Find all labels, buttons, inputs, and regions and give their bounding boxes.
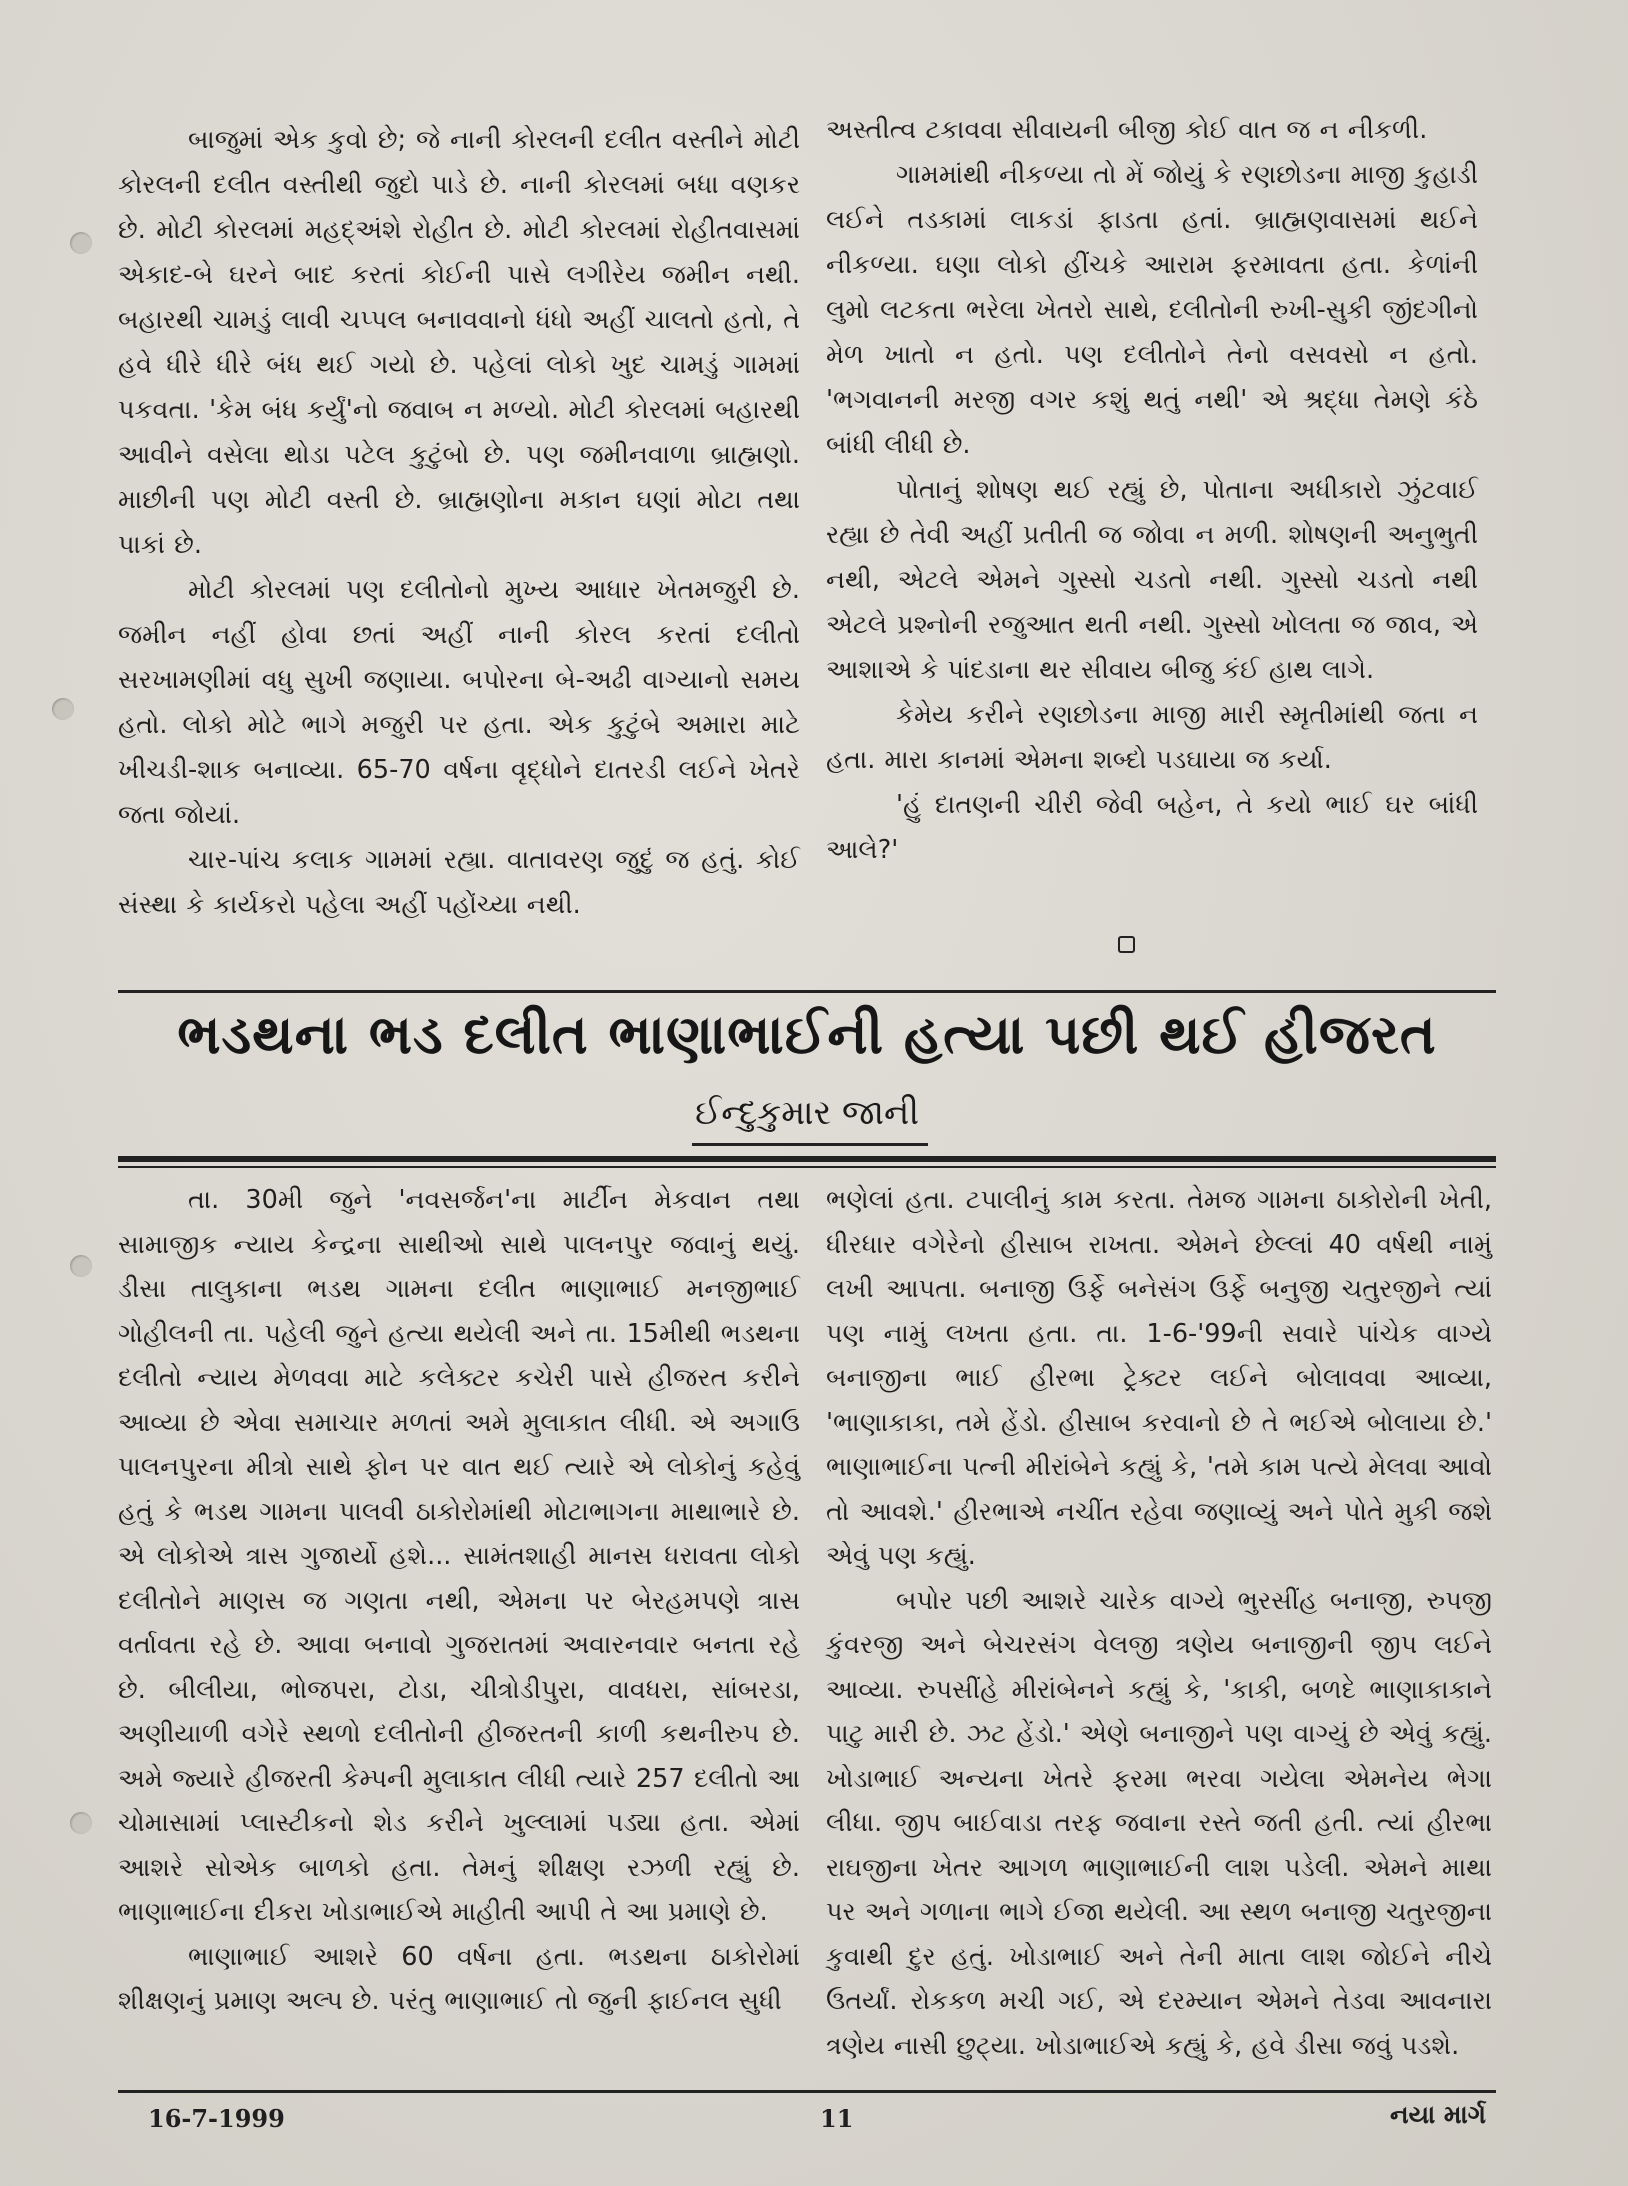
paragraph: બપોર પછી આશરે ચારેક વાગ્યે ભુરસીંહ બનાજી, રુપજી કુંવરજી અને બેચરસંગ વેલજી ત્રણેય બનાજીની જીપ લઈને આવ્યા. રુપસીંહે મીરાંબેનને કહ્યું કે, 'કાકી, બળદે ભાણાકાકાને પાટુ મારી છે. ઝટ હેંડો.' એણે બનાજીને પણ વાગ્યું છે એવું કહ્યું. ખોડાભાઈ અન્યના ખેતરે ફરમા ભરવા ગયેલા એમનેય ભેગા લીધા. જીપ બાઈવાડા તરફ જવાના રસ્તે જતી હતી. ત્યાં હીરભા રાઘજીના ખેતર આગળ ભાણાભાઈની લાશ પડેલી. એમને માથા પર અને ગળાના ભાગે ઈજા થયેલી. આ સ્થળ બનાજી ચતુરજીના કુવાથી દુર હતું. ખોડાભાઈ અને તેની માતા લાશ જોઈને નીચે ઉતર્યાં. રોકકળ મચી ગઈ, એ દરમ્યાન એમને તેડવા આવનારા ત્રણેય નાસી છુટ્યા. ખોડાભાઈએ કહ્યું કે, હવે ડીસા જવું પડશે. — [826, 1585, 1492, 2061]
page-number: 11 — [820, 2104, 854, 2133]
byline-underline — [692, 1143, 928, 1146]
article1-right-column — [826, 108, 1478, 873]
article2-byline: ઈન્દુકુમાર જાની — [694, 1093, 920, 1133]
paragraph: કેમેય કરીને રણછોડના માજી મારી સ્મૃતીમાંથી જતા ન હતા. મારા કાનમાં એમના શબ્દો પડઘાયા જ કર્યા. — [826, 700, 1478, 775]
magazine-name: નયા માર્ગ — [1390, 2100, 1486, 2129]
paragraph: ભણેલાં હતા. ટપાલીનું કામ કરતા. તેમજ ગામના ઠાકોરોની ખેતી, ધીરધાર વગેરેનો હીસાબ રાખતા. એમને છેલ્લાં 40 વર્ષથી નામું લખી આપતા. બનાજી ઉર્ફે બનેસંગ ઉર્ફે બનુજી ચતુરજીને ત્યાં પણ નામું લખતા હતા. તા. 1-6-'99ની સવારે પાંચેક વાગ્યે બનાજીના ભાઈ હીરભા ટ્રેક્ટર લઈને બોલાવવા આવ્યા, 'ભાણાકાકા, તમે હેંડો. હીસાબ કરવાનો છે તે ભઈએ બોલાયા છે.' ભાણાભાઈના પત્ની મીરાંબેને કહ્યું કે, 'તમે કામ પત્યે મેલવા આવો તો આવશે.' હીરભાએ નચીંત રહેવા જણાવ્યું અને પોતે મુકી જશે એવું પણ કહ્યું. — [826, 1185, 1492, 1571]
divider — [118, 1156, 1496, 1162]
punch-hole — [52, 698, 74, 720]
paragraph: અસ્તીત્વ ટકાવવા સીવાયની બીજી કોઈ વાત જ ન નીકળી. — [826, 115, 1428, 145]
divider — [118, 990, 1496, 993]
paragraph: પોતાનું શોષણ થઈ રહ્યું છે, પોતાના અધીકારો ઝુંટવાઈ રહ્યા છે તેવી અહીં પ્રતીતી જ જોવા ન મળી. શોષણની અનુભુતી નથી, એટલે એમને ગુસ્સો ચડતો નથી. ગુસ્સો ચડતો નથી એટલે પ્રશ્નોની રજુઆત થતી નથી. ગુસ્સો ખોલતા જ જાવ, એ આશાએ કે પાંદડાના થર સીવાય બીજુ કંઈ હાથ લાગે. — [826, 475, 1478, 685]
end-of-article-mark — [1118, 936, 1135, 953]
footer-divider — [118, 2090, 1496, 2093]
punch-hole — [70, 232, 92, 254]
punch-hole — [70, 1255, 92, 1277]
paragraph: ચાર-પાંચ કલાક ગામમાં રહ્યા. વાતાવરણ જુદું જ હતું. કોઈ સંસ્થા કે કાર્યકરો પહેલા અહીં પહોંચ્યા નથી. — [118, 845, 800, 920]
article2-right-column — [826, 1178, 1492, 2068]
article1-left-column — [118, 118, 800, 928]
paragraph: 'હું દાતણની ચીરી જેવી બહેન, તે કયો ભાઈ ઘર બાંધી આલે?' — [826, 790, 1478, 865]
paragraph: ગામમાંથી નીકળ્યા તો મેં જોયું કે રણછોડના માજી કુહાડી લઈને તડકામાં લાકડાં ફાડતા હતાં. બ્રાહ્મણવાસમાં થઈને નીકળ્યા. ઘણા લોકો હીંચકે આરામ ફરમાવતા હતા. કેળાંની લુમો લટકતા ભરેલા ખેતરો સાથે, દલીતોની રુખી-સુકી જીંદગીનો મેળ ખાતો ન હતો. પણ દલીતોને તેનો વસવસો ન હતો. 'ભગવાનની મરજી વગર કશું થતું નથી' એ શ્રદ્ધા તેમણે કંઠે બાંધી લીધી છે. — [826, 160, 1478, 460]
article2-left-column — [118, 1178, 800, 2024]
paragraph: તા. 30મી જુને 'નવસર્જન'ના માર્ટીન મેકવાન તથા સામાજીક ન્યાય કેન્દ્રના સાથીઓ સાથે પાલનપુર જવાનું થયું. ડીસા તાલુકાના ભડથ ગામના દલીત ભાણાભાઈ મનજીભાઈ ગોહીલની તા. પહેલી જુને હત્યા થયેલી અને તા. 15મીથી ભડથના દલીતો ન્યાય મેળવવા માટે કલેક્ટર કચેરી પાસે હીજરત કરીને આવ્યા છે એવા સમાચાર મળતાં અમે મુલાકાત લીધી. એ અગાઉ પાલનપુરના મીત્રો સાથે ફોન પર વાત થઈ ત્યારે એ લોકોનું કહેવું હતું કે ભડથ ગામના પાલવી ઠાકોરોમાંથી મોટાભાગના માથાભારે છે. એ લોકોએ ત્રાસ ગુજાર્યો હશે... સામંતશાહી માનસ ધરાવતા લોકો દલીતોને માણસ જ ગણતા નથી, એમના પર બેરહમપણે ત્રાસ વર્તાવતા રહે છે. આવા બનાવો ગુજરાતમાં અવારનવાર બનતા રહે છે. બીલીયા, ભોજપરા, ટોડા, ચીત્રોડીપુરા, વાવધરા, સાંબરડા, અણીયાળી વગેરે સ્થળો દલીતોની હીજરતની કાળી કથનીરુપ છે. અમે જ્યારે હીજરતી કેમ્પની મુલાકાત લીધી ત્યારે 257 દલીતો આ ચોમાસામાં પ્લાસ્ટીકનો શેડ કરીને ખુલ્લામાં પડ્યા હતા. એમાં આશરે સોએક બાળકો હતા. તેમનું શીક્ષણ રઝળી રહ્યું છે. ભાણાભાઈના દીકરા ખોડાભાઈએ માહીતી આપી તે આ પ્રમાણે છે. — [118, 1185, 800, 1927]
article2-headline: ભડથના ભડ દલીત ભાણાભાઈની હત્યા પછી થઈ હીજરત — [177, 1003, 1437, 1066]
footer-date: 16-7-1999 — [148, 2104, 285, 2133]
paragraph: મોટી કોરલમાં પણ દલીતોનો મુખ્ય આધાર ખેતમજુરી છે. જમીન નહીં હોવા છતાં અહીં નાની કોરલ કરતાં દલીતો સરખામણીમાં વધુ સુખી જણાયા. બપોરના બે-અઢી વાગ્યાનો સમય હતો. લોકો મોટે ભાગે મજુરી પર હતા. એક કુટુંબે અમારા માટે ખીચડી-શાક બનાવ્યા. 65-70 વર્ષના વૃદ્ધોને દાતરડી લઈને ખેતરે જતા જોયાં. — [118, 575, 800, 830]
punch-hole — [70, 1812, 92, 1834]
paragraph: ભાણાભાઈ આશરે 60 વર્ષના હતા. ભડથના ઠાકોરોમાં શીક્ષણનું પ્રમાણ અલ્પ છે. પરંતુ ભાણાભાઈ તો જુની ફાઈનલ સુધી — [118, 1941, 800, 2016]
divider — [118, 1166, 1496, 1168]
paragraph: બાજુમાં એક કુવો છે; જે નાની કોરલની દલીત વસ્તીને મોટી કોરલની દલીત વસ્તીથી જુદો પાડે છે. નાની કોરલમાં બધા વણકર છે. મોટી કોરલમાં મહદ્અંશે રોહીત છે. મોટી કોરલમાં રોહીતવાસમાં એકાદ-બે ઘરને બાદ કરતાં કોઈની પાસે લગીરેય જમીન નથી. બહારથી ચામડું લાવી ચપ્પલ બનાવવાનો ધંધો અહીં ચાલતો હતો, તે હવે ધીરે ધીરે બંધ થઈ ગયો છે. પહેલાં લોકો ખુદ ચામડું ગામમાં પકવતા. 'કેમ બંધ કર્યું'નો જવાબ ન મળ્યો. મોટી કોરલમાં બહારથી આવીને વસેલા થોડા પટેલ કુટુંબો છે. પણ જમીનવાળા બ્રાહ્મણો. માછીની પણ મોટી વસ્તી છે. બ્રાહ્મણોના મકાન ઘણાં મોટા તથા પાકાં છે. — [118, 125, 800, 560]
